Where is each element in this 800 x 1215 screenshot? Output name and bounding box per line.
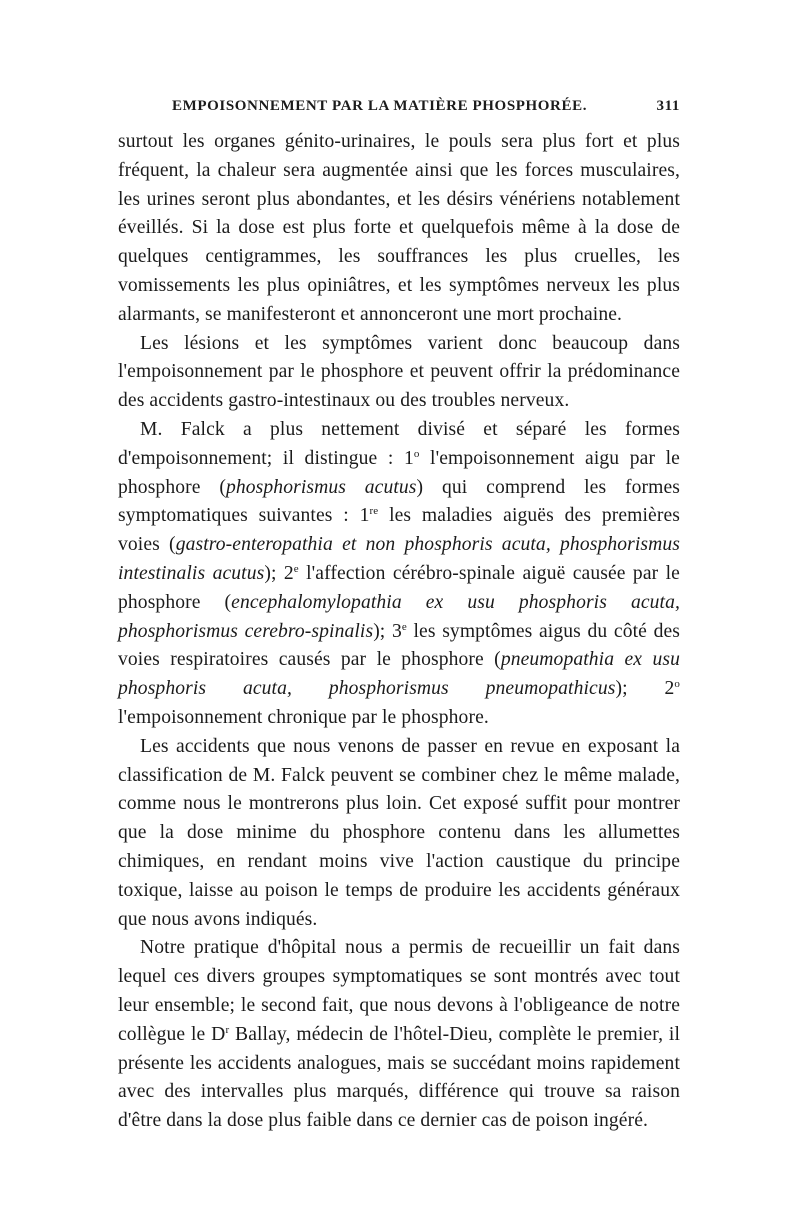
p3-text: l'empoisonnement aigu par le phosphore ( (118, 447, 680, 498)
running-header (118, 96, 680, 118)
p3-text: ); 2 (264, 562, 294, 584)
title-superscript: r (225, 1023, 230, 1036)
page-number: 311 (656, 98, 680, 114)
ordinal-superscript: o (674, 678, 680, 691)
p3-text: ) qui comprend les formes symptomatiques suivantes : 1 (118, 476, 681, 527)
body-text (118, 128, 680, 1136)
p3-text: les maladies aiguës des premières voies ( (118, 505, 680, 556)
p5-text: Ballay, médecin de l'hôtel-Dieu, complète le premier, il présente les accidents analogues, mais se succédant moins rapidement avec des intervalles plus marqués, différence qui trouve sa raison d'être dans la dose plus faible dans ce dernier cas de poison ingéré. (118, 1023, 680, 1132)
p3-text: l'empoisonnement chronique par le phosphore. (118, 706, 489, 728)
p3-text: ); 2 (615, 678, 675, 700)
running-title: EMPOISONNEMENT PAR LA MATIÈRE PHOSPHORÉE. (172, 98, 588, 114)
paragraph-4: Les accidents que nous venons de passer en revue en exposant la classification de M. Falck peuvent se combiner chez le même malade, comme nous le montrerons plus loin. Cet exposé suffit pour montrer que la dose minime du phosphore contenu dans les allumettes chimiques, en rendant moins vive l'action caustique du principe toxique, laisse au poison le temps de produire les accidents généraux que nous avons indiqués. (118, 735, 680, 930)
latin-term: phosphorismus acutus (225, 476, 417, 498)
ordinal-superscript: re (369, 505, 379, 518)
ordinal-superscript: o (413, 447, 420, 460)
latin-term: pneumopathia ex usu phosphoris acuta, phosphorismus pneumopathicus (118, 649, 680, 700)
latin-term: gastro-enteropathia et non phosphoris acuta, phosphorismus intestinalis acutus (118, 534, 681, 584)
p3-text: M. Falck a plus nettement divisé et séparé les formes d'empoisonnement; il distingue : 1 (118, 418, 680, 469)
paragraph-3 (118, 416, 680, 733)
ordinal-superscript: e (401, 620, 407, 633)
paragraph-5 (118, 934, 680, 1136)
latin-term: encephalomylopathia ex usu phosphoris acuta, phosphorismus cerebro-spinalis (118, 591, 680, 642)
p3-text: ); 3 (373, 620, 402, 642)
p5-text: Notre pratique d'hôpital nous a permis de recueillir un fait dans lequel ces divers groupes symptomatiques se sont montrés avec tout leur ensemble; le second fait, que nous devons à l'obligeance de notre collègue le D (118, 937, 680, 1045)
p3-text: l'affection cérébro-spinale aiguë causée par le phosphore ( (118, 562, 680, 613)
paragraph-2: Les lésions et les symptômes varient donc beaucoup dans l'empoisonnement par le phosphore et peuvent offrir la prédominance des accidents gastro-intestinaux ou des troubles nerveux. (118, 332, 680, 412)
book-page (118, 96, 680, 1136)
p3-text: les symptômes aigus du côté des voies respiratoires causés par le phosphore ( (118, 620, 680, 671)
ordinal-superscript: e (293, 562, 299, 575)
paragraph-1: surtout les organes génito-urinaires, le pouls sera plus fort et plus fréquent, la chaleur sera augmentée ainsi que les forces musculaires, les urines seront plus abondantes, et les désirs vénériens notablement éveillés. Si la dose est plus forte et quelquefois même à la dose de quelques centigrammes, les souffrances les plus cruelles, les vomissements les plus opiniâtres, et les symptômes nerveux les plus alarmants, se manifesteront et annonceront une mort prochaine. (118, 131, 680, 325)
